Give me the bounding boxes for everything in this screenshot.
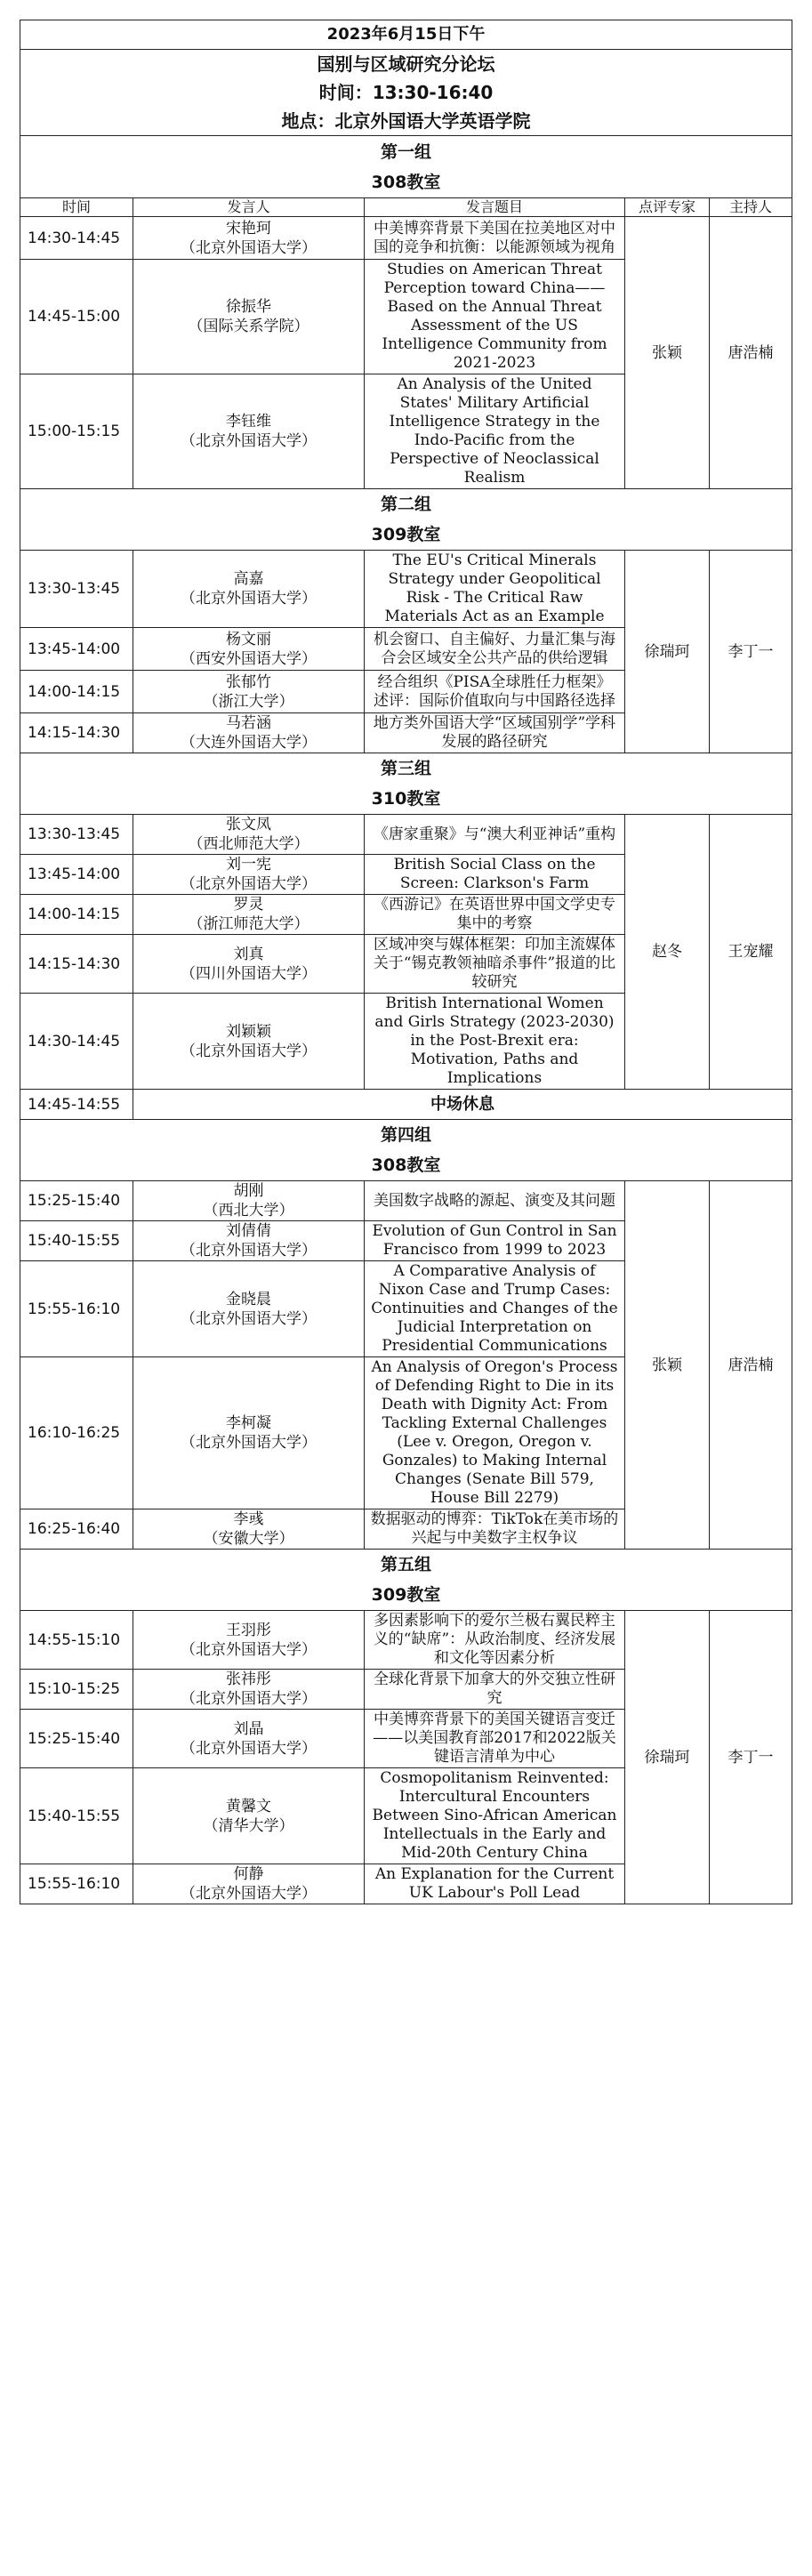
talk-topic-text: 机会窗口、自主偏好、力量汇集与海合会区域安全公共产品的供给逻辑 [374, 630, 615, 667]
host-cell [710, 815, 792, 1090]
talk-topic-text: 多因素影响下的爱尔兰极右翼民粹主义的“缺席”：从政治制度、经济发展和文化等因素分析 [373, 1612, 616, 1667]
column-header-text: 发言题目 [465, 198, 523, 215]
session-time [20, 1221, 133, 1261]
column-header-text: 主持人 [729, 198, 773, 215]
talk-topic-text: Cosmopolitanism Reinvented: Intercultural Encounters Between Sino-African American Intellectuals in the Early and Mid-20th Century China [372, 1769, 617, 1862]
speaker-affiliation: （北京外国语大学） [181, 1434, 317, 1452]
session-time-text: 16:25-16:40 [28, 1520, 121, 1538]
session-time-text: 15:10-15:25 [28, 1680, 121, 1698]
column-header [625, 198, 710, 217]
date-title [20, 20, 792, 50]
talk-topic [365, 713, 625, 753]
group-name: 第四组 [381, 1125, 432, 1145]
speaker-cell [133, 217, 365, 260]
speaker-cell [133, 1357, 365, 1509]
speaker-name: 王羽彤 [226, 1621, 271, 1639]
speaker-affiliation: （北京外国语大学） [181, 1309, 317, 1328]
host-name: 李丁一 [728, 642, 774, 661]
speaker-cell [133, 1221, 365, 1261]
talk-topic [365, 935, 625, 994]
group-header [20, 1120, 792, 1181]
talk-topic [365, 1670, 625, 1710]
date-title-text: 2023年6月15日下午 [326, 25, 486, 44]
speaker-affiliation: （北京外国语大学） [181, 1042, 317, 1060]
talk-topic-text: 中美博弈背景下美国在拉美地区对中国的竞争和抗衡：以能源领域为视角 [374, 219, 615, 256]
speaker-cell [133, 935, 365, 994]
speaker-cell [133, 895, 365, 935]
speaker-cell [133, 551, 365, 628]
talk-topic [365, 1509, 625, 1550]
session-time [20, 1670, 133, 1710]
speaker-cell [133, 1768, 365, 1864]
speaker-cell [133, 628, 365, 671]
schedule-table [20, 20, 792, 1904]
forum-time: 时间：13:30-16:40 [318, 82, 494, 103]
column-header-text: 点评专家 [638, 198, 695, 215]
session-time-text: 14:00-14:15 [28, 906, 121, 923]
column-header [133, 198, 365, 217]
session-time-text: 14:30-14:45 [28, 1032, 121, 1051]
speaker-affiliation: （北京外国语大学） [181, 432, 317, 450]
group-room: 310教室 [371, 789, 441, 809]
speaker-cell [133, 994, 365, 1090]
column-header [365, 198, 625, 217]
talk-topic-text: British Social Class on the Screen: Clarkson's Farm [393, 856, 596, 892]
speaker-affiliation: （国际关系学院） [188, 318, 310, 335]
talk-topic-text: 美国数字战略的源起、演变及其问题 [374, 1191, 615, 1210]
talk-topic-text: Studies on American Threat Perception toward China——Based on the Annual Threat Assessment of the US Intelligence Community from 2021-2023 [382, 261, 607, 372]
talk-topic [365, 1261, 625, 1357]
session-time-text: 14:30-14:45 [28, 229, 121, 247]
speaker-affiliation: （北京外国语大学） [181, 590, 317, 608]
forum-place: 地点：北京外国语大学英语学院 [281, 110, 531, 132]
table-row [20, 815, 792, 855]
speaker-cell [133, 260, 365, 374]
speaker-cell [133, 671, 365, 713]
host-cell [710, 1181, 792, 1550]
talk-topic [365, 1864, 625, 1904]
session-time-text: 15:55-16:10 [28, 1300, 121, 1318]
session-time-text: 14:00-14:15 [28, 682, 121, 701]
talk-topic [365, 628, 625, 671]
group-name: 第五组 [381, 1555, 432, 1574]
reviewer-name: 张颖 [652, 1356, 682, 1374]
talk-topic-text: 区域冲突与媒体框架：印加主流媒体关于“锡克教领袖暗杀事件”报道的比较研究 [373, 936, 616, 991]
group-header [20, 136, 792, 198]
group-name: 第二组 [381, 495, 432, 514]
session-time-text: 13:30-13:45 [28, 580, 121, 598]
talk-topic [365, 1357, 625, 1509]
session-time-text: 14:55-15:10 [28, 1630, 121, 1649]
session-time [20, 935, 133, 994]
host-cell [710, 217, 792, 489]
talk-topic [365, 217, 625, 260]
column-header [20, 198, 133, 217]
talk-topic [365, 1181, 625, 1221]
talk-topic-text: An Analysis of the United States' Military Artificial Intelligence Strategy in the Indo-Pacific from the Perspective of Neoclassical Realism [389, 375, 600, 487]
session-time-text: 15:00-15:15 [28, 423, 121, 440]
speaker-cell [133, 1864, 365, 1904]
session-time [20, 671, 133, 713]
session-time-text: 13:45-14:00 [28, 865, 121, 883]
speaker-affiliation: （北京外国语大学） [181, 1885, 317, 1903]
talk-topic-text: 地方类外国语大学“区域国别学”学科发展的路径研究 [373, 714, 616, 751]
speaker-name: 李钰维 [226, 413, 271, 431]
session-time [20, 855, 133, 895]
session-time [20, 1768, 133, 1864]
session-time-text: 14:15-14:30 [28, 954, 121, 973]
table-row [20, 551, 792, 628]
break-time [20, 1090, 133, 1120]
speaker-name: 黄馨文 [226, 1797, 271, 1815]
session-time [20, 895, 133, 935]
talk-topic [365, 815, 625, 855]
group-room: 308教室 [371, 1155, 441, 1175]
speaker-affiliation: （浙江大学） [203, 692, 294, 711]
session-time [20, 1357, 133, 1509]
session-time [20, 260, 133, 374]
talk-topic-text: The EU's Critical Minerals Strategy under Geopolitical Risk - The Critical Raw Materials Act as an Example [384, 551, 605, 625]
session-time-text: 14:15-14:30 [28, 724, 121, 742]
session-time [20, 1181, 133, 1221]
reviewer-cell [625, 1611, 710, 1904]
speaker-name: 徐振华 [226, 298, 271, 316]
talk-topic-text: 中美博弈背景下的美国关键语言变迁——以美国教育部2017和2022版关键语言清单为中心 [373, 1711, 616, 1766]
session-time-text: 13:45-14:00 [28, 640, 121, 658]
session-time [20, 217, 133, 260]
speaker-cell [133, 1710, 365, 1768]
host-name: 唐浩楠 [728, 1356, 774, 1374]
session-time [20, 374, 133, 489]
talk-topic-text: An Analysis of Oregon's Process of Defending Right to Die in its Death with Dignity Act: From Tackling External Challenges (Lee v. Oregon, Oregon v. Gonzales) to Making Internal Changes (Senate Bill 579, House Bill 2279) [371, 1358, 618, 1507]
table-row [20, 1181, 792, 1221]
reviewer-name: 张颖 [652, 343, 682, 362]
speaker-name: 李柯凝 [226, 1414, 271, 1432]
talk-topic [365, 671, 625, 713]
speaker-name: 高嘉 [233, 570, 264, 588]
talk-topic [365, 1768, 625, 1864]
speaker-affiliation: （西北大学） [203, 1202, 294, 1220]
speaker-name: 李彧 [233, 1510, 264, 1528]
break-label [133, 1090, 792, 1120]
speaker-cell [133, 1181, 365, 1221]
session-time-text: 15:40-15:55 [28, 1232, 121, 1250]
speaker-name: 刘颖颖 [226, 1022, 271, 1041]
speaker-name: 刘晶 [233, 1719, 264, 1738]
host-name: 王宠耀 [728, 943, 774, 961]
speaker-name: 张文凤 [226, 816, 271, 833]
speaker-cell [133, 1611, 365, 1670]
group-header [20, 753, 792, 815]
speaker-name: 胡刚 [233, 1182, 264, 1200]
speaker-name: 罗灵 [233, 896, 264, 914]
column-header [710, 198, 792, 217]
talk-topic [365, 260, 625, 374]
talk-topic [365, 1710, 625, 1768]
group-name: 第一组 [381, 141, 432, 162]
host-name: 李丁一 [728, 1748, 774, 1767]
schedule-document [20, 20, 792, 1904]
talk-topic [365, 1611, 625, 1670]
forum-name: 国别与区域研究分论坛 [317, 53, 495, 75]
reviewer-name: 赵冬 [652, 943, 682, 961]
table-row [20, 1611, 792, 1670]
session-time-text: 16:10-16:25 [28, 1424, 121, 1442]
host-cell [710, 1611, 792, 1904]
speaker-name: 宋艳珂 [226, 219, 271, 237]
talk-topic-text: 经合组织《PISA全球胜任力框架》述评：国际价值取向与中国路径选择 [374, 672, 615, 710]
group-room: 309教室 [371, 1585, 441, 1605]
session-time [20, 815, 133, 855]
talk-topic [365, 374, 625, 489]
speaker-name: 刘倩倩 [226, 1222, 271, 1240]
talk-topic-text: British International Women and Girls Strategy (2023-2030) in the Post-Brexit era: Motivation, Paths and Implications [374, 994, 615, 1087]
speaker-cell [133, 1509, 365, 1550]
talk-topic [365, 551, 625, 628]
talk-topic [365, 1221, 625, 1261]
speaker-name: 杨文丽 [226, 630, 271, 648]
speaker-name: 马若涵 [226, 714, 271, 732]
session-time-text: 14:45-15:00 [28, 308, 121, 326]
forum-header [20, 50, 792, 136]
group-header [20, 1550, 792, 1611]
speaker-name: 金晓晨 [226, 1290, 271, 1308]
session-time-text: 13:30-13:45 [28, 825, 121, 843]
speaker-cell [133, 855, 365, 895]
host-cell [710, 551, 792, 753]
session-time [20, 1509, 133, 1550]
speaker-affiliation: （北京外国语大学） [181, 1690, 317, 1708]
speaker-affiliation: （浙江师范大学） [188, 915, 310, 933]
speaker-affiliation: （北京外国语大学） [181, 1242, 317, 1260]
talk-topic-text: 《西游记》在英语世界中国文学史专集中的考察 [374, 896, 615, 932]
group-header [20, 489, 792, 551]
table-row [20, 217, 792, 260]
speaker-affiliation: （西北师范大学） [188, 835, 310, 853]
session-time [20, 551, 133, 628]
speaker-affiliation: （大连外国语大学） [181, 734, 317, 752]
session-time-text: 15:25-15:40 [28, 1192, 121, 1210]
reviewer-name: 徐瑞珂 [644, 642, 690, 661]
speaker-name: 张祎彤 [226, 1670, 271, 1688]
session-time-text: 15:55-16:10 [28, 1875, 121, 1893]
session-time [20, 628, 133, 671]
speaker-affiliation: （北京外国语大学） [181, 1739, 317, 1758]
group-name: 第三组 [381, 759, 432, 778]
break-time-text: 14:45-14:55 [28, 1095, 121, 1114]
break-label-text: 中场休息 [430, 1094, 495, 1114]
talk-topic-text: Evolution of Gun Control in San Francisco from 1999 to 2023 [372, 1222, 617, 1259]
speaker-cell [133, 815, 365, 855]
speaker-cell [133, 713, 365, 753]
column-header-text: 发言人 [227, 198, 270, 215]
column-header-text: 时间 [61, 198, 91, 215]
talk-topic [365, 855, 625, 895]
speaker-cell [133, 374, 365, 489]
session-time [20, 1261, 133, 1357]
speaker-name: 张郁竹 [226, 672, 271, 691]
talk-topic-text: A Comparative Analysis of Nixon Case and Trump Cases: Continuities and Changes of the Judicial Interpretation on Presidential Communications [371, 1262, 618, 1355]
session-time [20, 1710, 133, 1768]
reviewer-cell [625, 1181, 710, 1550]
session-time-text: 15:40-15:55 [28, 1807, 121, 1825]
talk-topic [365, 994, 625, 1090]
session-time [20, 994, 133, 1090]
session-time [20, 1864, 133, 1904]
reviewer-cell [625, 551, 710, 753]
session-time [20, 1611, 133, 1670]
speaker-affiliation: （安徽大学） [203, 1530, 294, 1548]
talk-topic-text: 全球化背景下加拿大的外交独立性研究 [374, 1670, 615, 1707]
talk-topic-text: 数据驱动的博弈：TikTok在美市场的兴起与中美数字主权争议 [370, 1510, 619, 1547]
reviewer-cell [625, 217, 710, 489]
host-name: 唐浩楠 [728, 343, 774, 362]
speaker-name: 何静 [233, 1865, 264, 1883]
speaker-cell [133, 1261, 365, 1357]
group-room: 309教室 [371, 525, 441, 544]
reviewer-cell [625, 815, 710, 1090]
speaker-affiliation: （四川外国语大学） [181, 964, 317, 983]
speaker-cell [133, 1670, 365, 1710]
talk-topic [365, 895, 625, 935]
speaker-name: 刘真 [233, 945, 264, 963]
session-time [20, 713, 133, 753]
group-room: 308教室 [371, 172, 441, 192]
speaker-affiliation: （北京外国语大学） [181, 875, 317, 893]
session-time-text: 15:25-15:40 [28, 1729, 121, 1748]
speaker-affiliation: （西安外国语大学） [181, 649, 317, 668]
speaker-name: 刘一宪 [226, 856, 271, 873]
speaker-affiliation: （北京外国语大学） [181, 1640, 317, 1659]
speaker-affiliation: （清华大学） [203, 1816, 294, 1835]
talk-topic-text: 《唐家重聚》与“澳大利亚神话”重构 [373, 825, 616, 843]
speaker-affiliation: （北京外国语大学） [181, 238, 317, 257]
reviewer-name: 徐瑞珂 [644, 1748, 690, 1767]
talk-topic-text: An Explanation for the Current UK Labour's Poll Lead [374, 1865, 615, 1902]
